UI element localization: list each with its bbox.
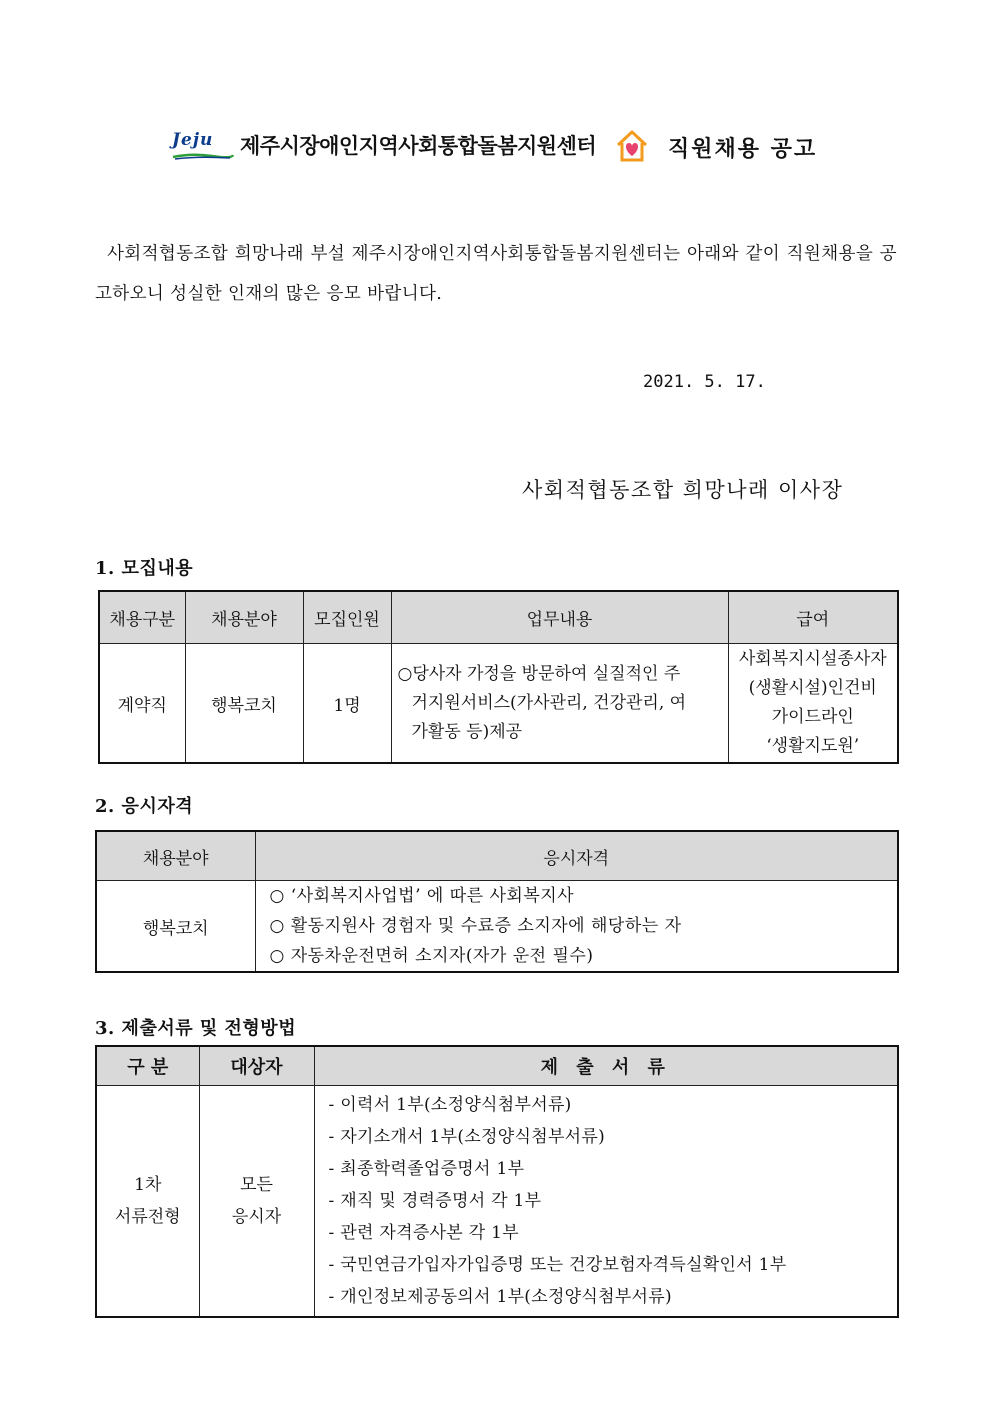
salary-line-4: ‘생활지도원’ <box>766 736 860 756</box>
document-item: - 재직 및 경력증명서 각 1부 <box>328 1191 542 1211</box>
qualification-item: ○ 자동차운전면허 소지자(자가 운전 필수) <box>269 946 594 966</box>
document-item: - 최종학력졸업증명서 1부 <box>328 1159 525 1179</box>
header-target: 대상자 <box>199 1046 314 1086</box>
table-row <box>96 1086 898 1318</box>
header-count: 모집인원 <box>303 591 391 644</box>
cell-salary <box>728 644 898 764</box>
header-qualification: 응시자격 <box>255 831 898 881</box>
document-item: - 관련 자격증사본 각 1부 <box>328 1223 519 1243</box>
jeju-logo <box>172 132 234 162</box>
salary-line-2: (생활시설)인건비 <box>748 678 877 698</box>
cell-type: 계약직 <box>99 644 185 764</box>
table-header-row <box>96 831 898 881</box>
table-header-row <box>99 591 898 644</box>
cell-duty <box>391 644 728 764</box>
header-type: 채용구분 <box>99 591 185 644</box>
cell-count: 1명 <box>303 644 391 764</box>
documents-table <box>95 1045 899 1318</box>
header-field: 채용분야 <box>185 591 303 644</box>
cell-documents <box>314 1086 898 1318</box>
cell-field: 행복코치 <box>185 644 303 764</box>
notice-title: 직원채용 공고 <box>668 136 818 162</box>
cell-field: 행복코치 <box>96 881 255 973</box>
document-item: - 이력서 1부(소정양식첨부서류) <box>328 1095 572 1115</box>
recruitment-table <box>98 590 899 764</box>
header-stage: 구 분 <box>96 1046 199 1086</box>
document-item: - 자기소개서 1부(소정양식첨부서류) <box>328 1127 606 1147</box>
target-line-2: 응시자 <box>231 1207 282 1227</box>
table-row <box>96 881 898 973</box>
header-field: 채용분야 <box>96 831 255 881</box>
header-salary: 급여 <box>728 591 898 644</box>
salary-line-1: 사회복지시설종사자 <box>738 649 887 669</box>
center-name: 제주시장애인지역사회통합돌봄지원센터 <box>240 134 597 158</box>
section3-title: 3. 제출서류 및 전형방법 <box>95 1018 297 1039</box>
header-documents: 제 출 서 류 <box>314 1046 898 1086</box>
table-header-row <box>96 1046 898 1086</box>
notice-date: 2021. 5. 17. <box>643 372 766 392</box>
document-item: - 국민연금가입자가입증명 또는 건강보험자격득실확인서 1부 <box>328 1255 787 1275</box>
cell-target <box>199 1086 314 1318</box>
target-line-1: 모든 <box>240 1175 273 1195</box>
logo-swoosh-icon <box>172 152 234 160</box>
header-duty: 업무내용 <box>391 591 728 644</box>
qualification-item: ○ ‘사회복지사업법’ 에 따른 사회복지사 <box>269 886 575 906</box>
stage-line-2: 서류전형 <box>114 1207 181 1227</box>
house-heart-icon <box>614 128 650 164</box>
qualification-table <box>95 830 899 973</box>
section2-title: 2. 응시자격 <box>95 796 194 817</box>
cell-stage <box>96 1086 199 1318</box>
jeju-logo-text: Jeju <box>172 130 214 150</box>
qualification-item: ○ 활동지원사 경험자 및 수료증 소지자에 해당하는 자 <box>269 916 682 936</box>
stage-line-1: 1차 <box>134 1175 162 1195</box>
signature: 사회적협동조합 희망나래 이사장 <box>522 478 844 502</box>
duty-line-2: 거지원서비스(가사관리, 건강관리, 여 <box>411 692 687 713</box>
duty-line-3: 가활동 등)제공 <box>411 721 523 742</box>
section1-title: 1. 모집내용 <box>95 558 194 579</box>
duty-line-1: ○당사자 가정을 방문하여 실질적인 주 <box>397 663 681 684</box>
cell-qualifications <box>255 881 898 973</box>
salary-line-3: 가이드라인 <box>771 707 854 727</box>
document-item: - 개인정보제공동의서 1부(소정양식첨부서류) <box>328 1287 672 1307</box>
intro-paragraph: 사회적협동조합 희망나래 부설 제주시장애인지역사회통합돌봄지원센터는 아래와 같이 직원채용을 공고하오니 성실한 인재의 많은 응모 바랍니다. <box>95 244 897 304</box>
table-row <box>99 644 898 764</box>
document-header <box>0 126 992 170</box>
